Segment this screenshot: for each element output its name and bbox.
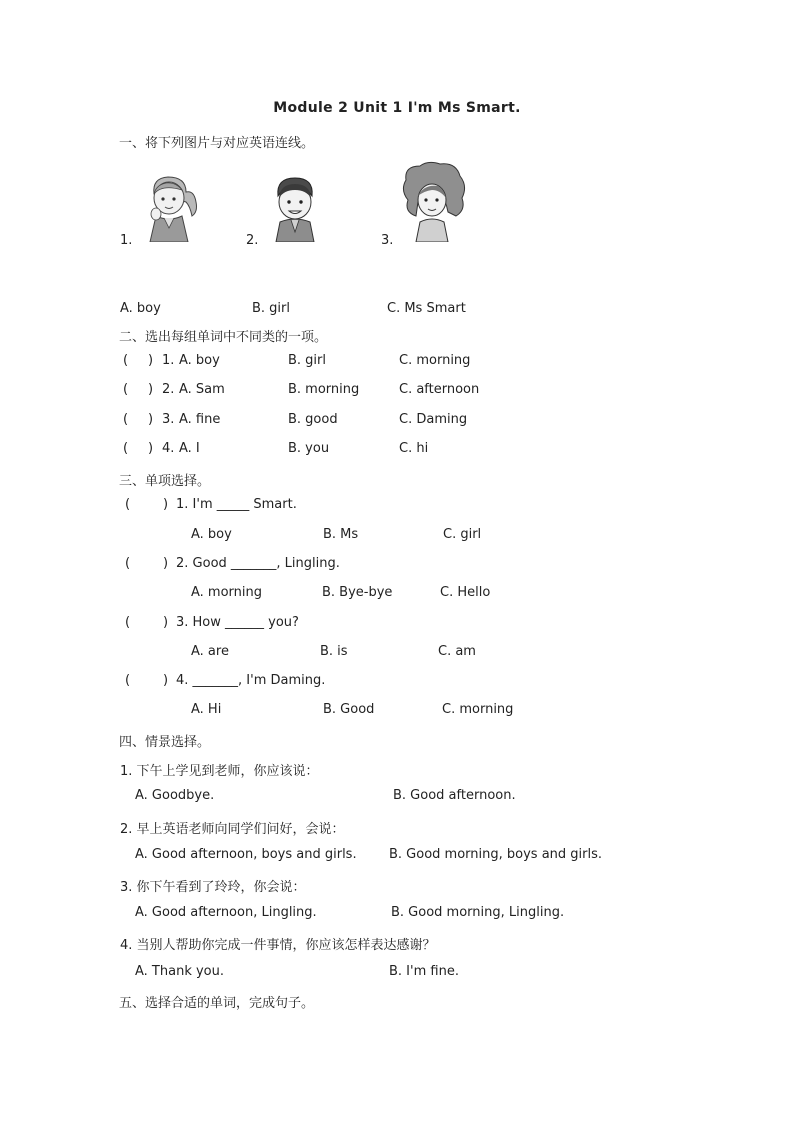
choice-b: B. morning: [288, 382, 360, 397]
question-text: 4. _______, I'm Daming.: [176, 673, 326, 688]
answer-bracket-open: (: [123, 353, 129, 368]
choice-b: B. Good afternoon.: [393, 788, 516, 803]
choice-b: B. Good: [323, 702, 375, 717]
choice-c: C. morning: [399, 353, 471, 368]
choice-c: C. Daming: [399, 412, 468, 427]
section-2-heading: 二、选出每组单词中不同类的一项。: [119, 330, 328, 345]
answer-bracket-open: (: [123, 441, 129, 456]
choice-b: B. Good morning, Lingling.: [391, 905, 565, 920]
choice-b: B. good: [288, 412, 338, 427]
section-5-heading: 五、选择合适的单词，完成句子。: [119, 996, 315, 1011]
picture-number-3: 3.: [381, 233, 394, 248]
choice-a: A. fine: [179, 412, 221, 427]
choice-a: A. Thank you.: [135, 964, 224, 979]
choice-a: A. Sam: [179, 382, 225, 397]
choice-a: A. morning: [191, 585, 263, 600]
answer-bracket-open: (: [123, 412, 129, 427]
option-ms-smart: C. Ms Smart: [387, 301, 466, 316]
choice-c: C. girl: [443, 527, 482, 542]
scenario-text: 1. 下午上学见到老师，你应该说：: [120, 764, 319, 779]
scenario-text: 3. 你下午看到了玲玲，你会说：: [120, 880, 306, 895]
answer-bracket-close: ): [148, 382, 154, 397]
answer-bracket-open: (: [125, 556, 131, 571]
choice-b: B. you: [288, 441, 330, 456]
answer-bracket-close: ): [148, 441, 154, 456]
choice-b: B. Bye-bye: [322, 585, 393, 600]
choice-a: A. Goodbye.: [135, 788, 215, 803]
choice-a: A. I: [179, 441, 200, 456]
question-number: 3.: [162, 412, 175, 427]
answer-bracket-close: ): [163, 615, 169, 630]
answer-bracket-open: (: [125, 497, 131, 512]
choice-c: C. morning: [442, 702, 514, 717]
choice-a: A. boy: [191, 527, 232, 542]
scenario-text: 2. 早上英语老师向同学们问好，会说：: [120, 822, 345, 837]
option-girl: B. girl: [252, 301, 291, 316]
choice-a: A. Hi: [191, 702, 222, 717]
answer-bracket-close: ): [148, 353, 154, 368]
choice-a: A. Good afternoon, Lingling.: [135, 905, 317, 920]
choice-c: C. Hello: [440, 585, 491, 600]
scenario-text: 4. 当别人帮助你完成一件事情，你应该怎样表达感谢？: [120, 938, 436, 953]
answer-bracket-open: (: [123, 382, 129, 397]
section-3-heading: 三、单项选择。: [119, 474, 211, 489]
option-boy: A. boy: [120, 301, 161, 316]
question-number: 1.: [162, 353, 175, 368]
choice-b: B. I'm fine.: [389, 964, 459, 979]
answer-bracket-close: ): [148, 412, 154, 427]
choice-c: C. am: [438, 644, 476, 659]
choice-b: B. Ms: [323, 527, 359, 542]
question-number: 4.: [162, 441, 175, 456]
section-1-heading: 一、将下列图片与对应英语连线。: [119, 136, 315, 151]
picture-number-2: 2.: [246, 233, 259, 248]
choice-c: C. hi: [399, 441, 429, 456]
question-number: 2.: [162, 382, 175, 397]
choice-c: C. afternoon: [399, 382, 480, 397]
boy-icon: [266, 170, 324, 242]
answer-bracket-open: (: [125, 615, 131, 630]
question-text: 1. I'm _____ Smart.: [176, 497, 297, 512]
choice-a: A. boy: [179, 353, 220, 368]
section-4-heading: 四、情景选择。: [119, 735, 211, 750]
question-text: 3. How ______ you?: [176, 615, 299, 630]
girl-icon: [136, 172, 200, 242]
picture-number-1: 1.: [120, 233, 133, 248]
page-title: Module 2 Unit 1 I'm Ms Smart.: [273, 100, 521, 116]
choice-b: B. Good morning, boys and girls.: [389, 847, 603, 862]
choice-b: B. is: [320, 644, 348, 659]
choice-a: A. Good afternoon, boys and girls.: [135, 847, 357, 862]
answer-bracket-close: ): [163, 556, 169, 571]
answer-bracket-open: (: [125, 673, 131, 688]
choice-a: A. are: [191, 644, 229, 659]
question-text: 2. Good _______, Lingling.: [176, 556, 340, 571]
answer-bracket-close: ): [163, 673, 169, 688]
choice-b: B. girl: [288, 353, 327, 368]
answer-bracket-close: ): [163, 497, 169, 512]
ms-smart-icon: [398, 160, 468, 242]
